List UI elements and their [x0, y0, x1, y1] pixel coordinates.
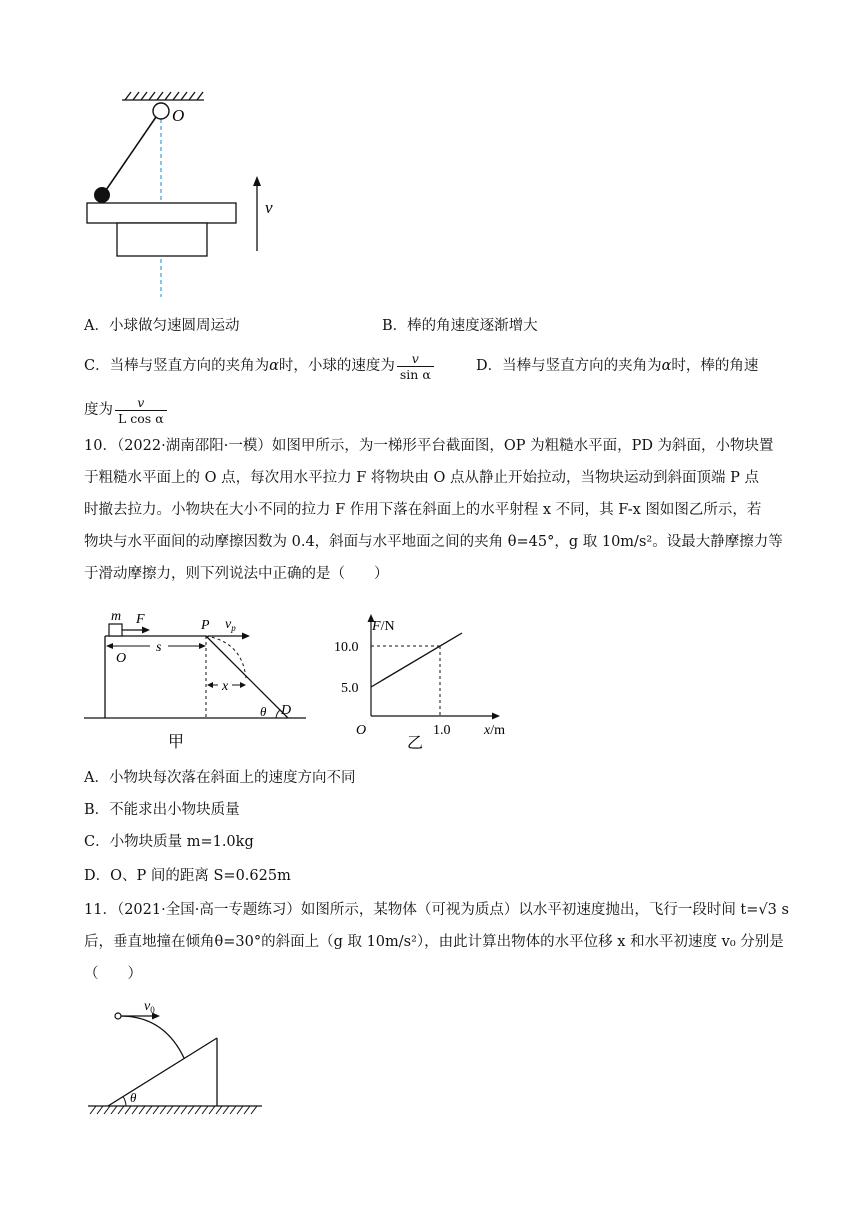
- q10-stem-line4: 物块与水平面间的动摩擦因数为 0.4，斜面与水平地面之间的夹角 θ=45°，g 取 10m/s²。设最大静摩擦力等: [84, 534, 783, 550]
- svg-text:甲: 甲: [168, 734, 185, 751]
- label-O: O: [172, 106, 185, 125]
- svg-text:F/N: F/N: [372, 619, 395, 634]
- q10-option-d: D．O、P 间的距离 S=0.625m: [84, 868, 291, 884]
- svg-text:m: m: [111, 609, 122, 624]
- label-v: v: [265, 198, 273, 217]
- svg-text:x/m: x/m: [484, 723, 505, 738]
- platform-base: [117, 223, 207, 256]
- q11-figure: [86, 1000, 266, 1118]
- platform-top: [87, 203, 236, 223]
- svg-text:P: P: [201, 618, 210, 633]
- slope-PD: [206, 636, 288, 718]
- q10-stem-line2: 于粗糙水平面上的 O 点，每次用水平拉力 F 将物块由 O 点从静止开始拉动，当物块运动到斜面顶端 P 点: [84, 470, 759, 486]
- origin-O: O: [356, 723, 367, 738]
- q11-stem-line2: 后，垂直地撞在倾角θ=30°的斜面上（g 取 10m/s²），由此计算出物体的水平位移 x 和水平初速度 v₀ 分别是: [84, 934, 784, 950]
- pivot-O: [153, 103, 169, 119]
- block-m: [109, 624, 122, 636]
- q9-option-d-text-2: 时，棒的角速: [671, 358, 759, 374]
- alpha-symbol: α: [661, 358, 672, 374]
- fraction-v-over-lcos: $\frac{v}{\text{L cos α}}$: [115, 395, 167, 426]
- q10-option-a: A．小物块每次落在斜面上的速度方向不同: [84, 770, 356, 786]
- q10-figure-yi: [326, 606, 526, 756]
- q9-figure: [80, 85, 280, 300]
- rod: [104, 117, 156, 193]
- q9-option-c-text-2: 时，小球的速度为: [278, 358, 395, 374]
- q10-option-b: B．不能求出小物块质量: [84, 802, 240, 818]
- svg-text:D: D: [281, 703, 292, 718]
- q9-option-d-continued: 度为 $\frac{v}{\text{L cos α}}$: [84, 392, 169, 428]
- q10-stem-line5: 于滑动摩擦力，则下列说法中正确的是（ ）: [84, 566, 389, 582]
- x-tick-1: 1.0: [433, 723, 451, 738]
- q9-option-c: [84, 348, 436, 384]
- q10-figure-jia: [84, 604, 310, 754]
- incline-slope: [108, 1038, 217, 1106]
- q9-option-a: A．小球做匀速圆周运动: [84, 318, 240, 334]
- velocity-arrowhead: [253, 176, 261, 186]
- start-point: [115, 1013, 121, 1019]
- ceiling-hatch: [122, 92, 204, 100]
- q9-option-c-text: C．当棒与竖直方向的夹角为: [84, 358, 270, 374]
- y-tick-10: 10.0: [334, 640, 359, 655]
- svg-text:x: x: [222, 679, 229, 694]
- alpha-symbol: α: [269, 358, 279, 374]
- svg-text:vp: $v_p$: [225, 617, 236, 633]
- y-tick-5: 5.0: [341, 681, 359, 696]
- q10-stem-line1: 10．（2022·湖南邵阳·一模）如图甲所示，为一梯形平台截面图，OP 为粗糙水平面，PD 为斜面，小物块置: [84, 438, 774, 454]
- svg-text:θ: θ: [130, 1090, 137, 1105]
- q9-option-b: B．棒的角速度逐渐增大: [382, 318, 538, 334]
- trajectory: [120, 1016, 184, 1058]
- svg-text:v0: $v_0$: [144, 1000, 155, 1015]
- fraction-v-over-sin: $\frac{v}{\text{sin α}}$: [397, 351, 434, 382]
- q11-stem-line1: 11．（2021·全国·高一专题练习）如图所示，某物体（可视为质点）以水平初速度抛出，飞行一段时间 t=√3 s: [84, 902, 789, 918]
- svg-text:F: F: [136, 612, 145, 627]
- sqrt-3: √3: [758, 902, 777, 918]
- q9-option-d: [476, 348, 758, 384]
- ball: [94, 187, 110, 203]
- svg-text:O: O: [116, 651, 127, 666]
- svg-text:θ: θ: [260, 704, 267, 719]
- q10-option-c: C．小物块质量 m=1.0kg: [84, 834, 254, 850]
- svg-text:s: s: [156, 640, 162, 655]
- ground-hatch: [90, 1106, 257, 1114]
- q10-stem-line3: 时撤去拉力。小物块在大小不同的拉力 F 作用下落在斜面上的水平射程 x 不同，其 F-x 图如图乙所示，若: [84, 502, 762, 518]
- q11-stem-line3: （ ）: [84, 966, 142, 982]
- q9-option-d-text: D．当棒与竖直方向的夹角为: [476, 358, 662, 374]
- F-x-line: [371, 633, 462, 687]
- svg-text:乙: 乙: [407, 735, 424, 752]
